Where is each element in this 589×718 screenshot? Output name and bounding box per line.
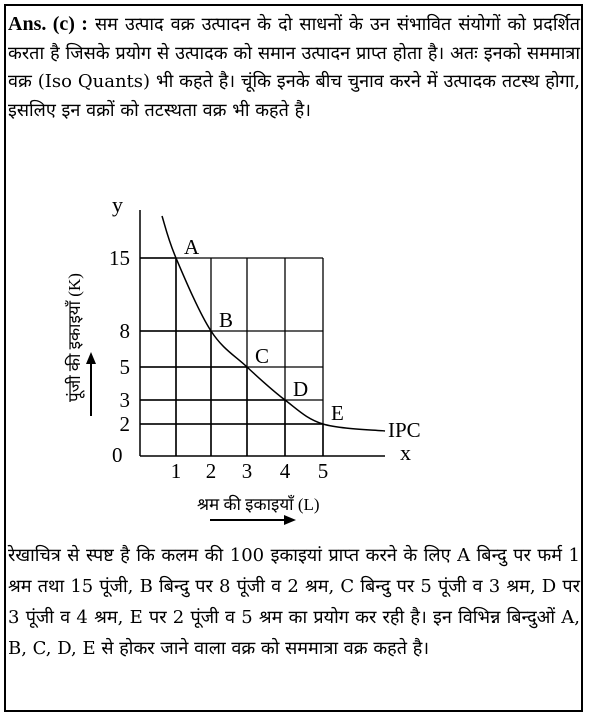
- y-axis-symbol: y: [112, 192, 123, 217]
- y-tick-label: 5: [119, 355, 130, 379]
- point-labels: [184, 235, 344, 425]
- x-tick-label: 5: [317, 459, 329, 483]
- x-tick-label: 3: [241, 459, 253, 483]
- answer-label: Ans. (c) :: [8, 13, 88, 35]
- point-label-D: D: [293, 377, 309, 401]
- explanation-paragraph: रेखाचित्र से स्पष्ट है कि कलम की 100 इकाइयां प्राप्त करने के लिए A बिन्दु पर फर्म 1 श्रम तथा 15 पूंजी, B बिन्दु पर 8 पूंजी व 2 श्रम, C बिन्दु पर 5 पूंजी व 3 श्रम, D पर 3 पूंजी व 4 श्रम, E पर 2 पूंजी व 5 श्रम का प्रयोग कर रही है। इन विभिन्न बिन्दुओं A, B, C, D, E से होकर जाने वाला वक्र को सममात्रा वक्र कहते है।: [8, 545, 580, 659]
- x-axis-symbol: x: [400, 440, 411, 465]
- tick-labels: [109, 246, 328, 483]
- y-tick-label: 2: [119, 412, 130, 436]
- curve-label: IPC: [388, 418, 421, 442]
- x-tick-label: 4: [279, 459, 291, 483]
- y-axis-arrow: [86, 352, 96, 416]
- point-label-B: B: [219, 308, 234, 332]
- x-tick-label: 2: [205, 459, 217, 483]
- x-axis-arrow: [210, 515, 296, 525]
- y-tick-label: 8: [119, 319, 130, 343]
- intro-text: सम उत्पाद वक्र उत्पादन के दो साधनों के उन संभावित संयोगों को प्रदर्शित करता है जिसके प्रयोग से उत्पादक को समान उत्पादन प्राप्त होता है। अतः इनको सममात्रा वक्र (Iso Quants) भी कहते है। चूंकि इनके बीच चुनाव करने में उत्पादक तटस्थ होगा, इसलिए इन वक्रों को तटस्थता वक्र भी कहते है।: [8, 14, 580, 121]
- x-tick-label: 1: [170, 459, 182, 483]
- y-tick-label: 3: [119, 388, 130, 412]
- y-axis-label: पूंजी की इकाइयाँ (K): [65, 273, 84, 402]
- point-label-A: A: [184, 235, 200, 259]
- grid-lines: [140, 258, 323, 456]
- point-label-C: C: [255, 344, 270, 368]
- x-axis-label: श्रम की इकाइयाँ (L): [197, 495, 320, 514]
- y-tick-label: 15: [109, 246, 130, 270]
- origin-label: 0: [112, 443, 123, 467]
- point-label-E: E: [331, 401, 344, 425]
